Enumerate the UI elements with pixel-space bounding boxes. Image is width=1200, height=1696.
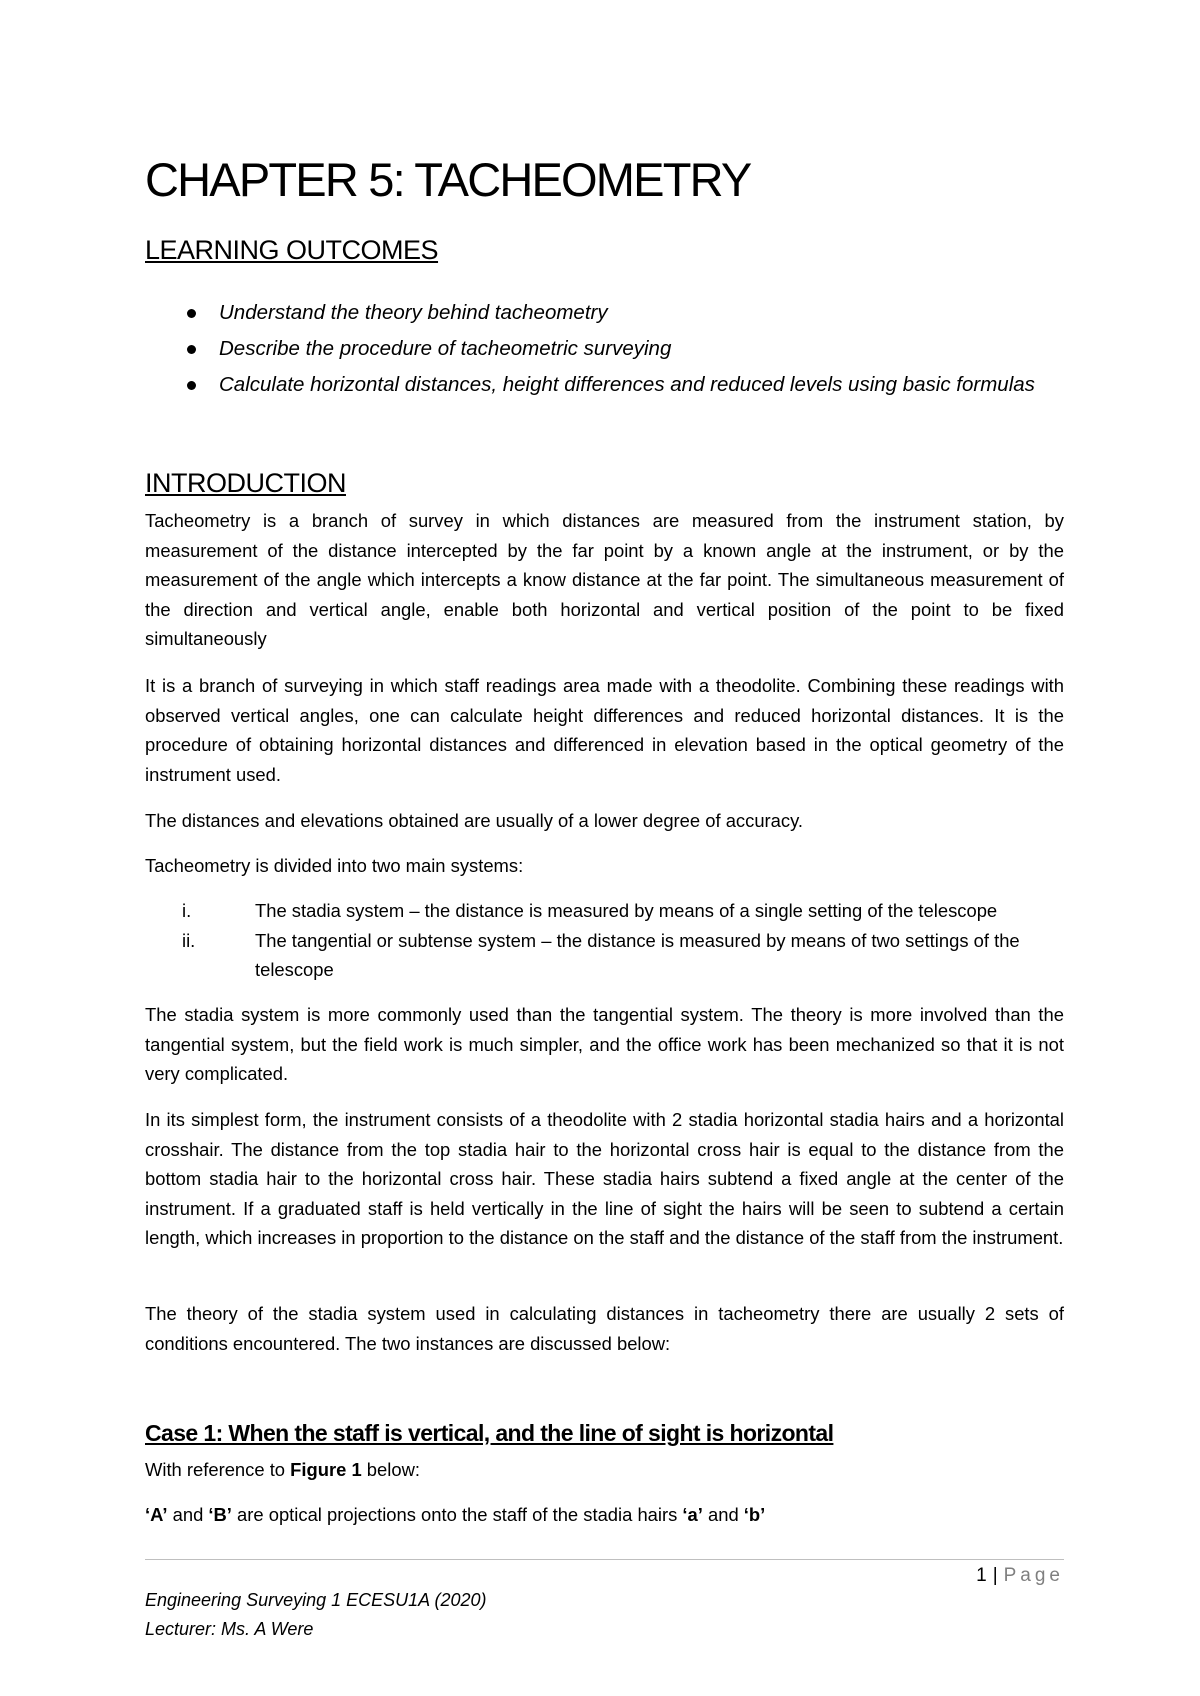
list-item: [145, 926, 1064, 985]
page-separator: |: [992, 1565, 998, 1586]
learning-outcomes-list: [145, 296, 1064, 404]
system-text: The stadia system – the distance is measured by means of a single setting of the telescope: [255, 900, 998, 921]
list-item: [145, 296, 1064, 329]
text-and: and: [702, 1504, 744, 1525]
bullet-icon: [187, 309, 196, 318]
page-number-value: 1: [976, 1565, 987, 1586]
list-number: i.: [182, 900, 192, 921]
intro-paragraph-1: Tacheometry is a branch of survey in which distances are measured from the instrument station, by measurement of the distance intercepted by the far point by a known angle at the instrument, or by the measurement of the angle which intercepts a know distance at the far point. The simultaneous measurement of the direction and vertical angle, enable both horizontal and vertical position of the point to be fixed simultaneously: [145, 510, 1064, 650]
figure-reference: [145, 1455, 1064, 1485]
bullet-icon: [187, 345, 196, 354]
learning-outcome-text: Describe the procedure of tacheometric surveying: [219, 337, 672, 360]
list-number: ii.: [182, 929, 196, 951]
intro-paragraph-2: It is a branch of surveying in which staff readings area made with a theodolite. Combining these readings with observed vertical angles, one can calculate height differences and reduced horizontal distances. It is the procedure of obtaining horizontal distances and differenced in elevation based in the optical geometry of the instrument used.: [145, 675, 1064, 785]
footer-course: Engineering Surveying 1 ECESU1A (2020): [145, 1590, 487, 1610]
learning-outcomes-heading: LEARNING OUTCOMES: [145, 235, 439, 265]
intro-paragraph-3: The distances and elevations obtained are usually of a lower degree of accuracy.: [145, 810, 804, 831]
systems-list: [145, 896, 1064, 985]
footer-divider: [145, 1559, 1064, 1560]
chapter-title: CHAPTER 5: TACHEOMETRY: [145, 153, 751, 206]
figure-reference-prefix: With reference to: [145, 1459, 291, 1480]
label-B: ‘B’: [208, 1504, 232, 1525]
text-and: and: [167, 1504, 209, 1525]
case-1-heading: Case 1: When the staff is vertical, and the line of sight is horizontal: [145, 1420, 834, 1446]
projection-text: are optical projections onto the staff of the stadia hairs: [231, 1504, 683, 1525]
introduction-heading: INTRODUCTION: [145, 468, 346, 498]
bullet-icon: [187, 381, 196, 390]
learning-outcome-text: Understand the theory behind tacheometry: [219, 301, 608, 324]
list-item: [145, 368, 1064, 401]
list-item: [145, 896, 1064, 926]
label-b: ‘b’: [743, 1504, 766, 1525]
page-label: Page: [1003, 1565, 1064, 1586]
figure-link-text: Figure 1: [290, 1459, 362, 1480]
label-a: ‘a’: [682, 1504, 703, 1525]
intro-paragraph-4: Tacheometry is divided into two main systems:: [145, 855, 524, 876]
system-text: The tangential or subtense system – the distance is measured by means of two settings of the telescope: [255, 929, 1020, 981]
page-number: [976, 1563, 1064, 1589]
instrument-paragraph: In its simplest form, the instrument consists of a theodolite with 2 stadia horizontal stadia hairs and a horizontal crosshair. The distance from the top stadia hair to the horizontal cross hair is equal to the distance from the bottom stadia hair to the horizontal cross hair. These stadia hairs subtend a fixed angle at the center of the instrument. If a graduated staff is held vertically in the line of sight the hairs will be seen to subtend a certain length, which increases in proportion to the distance on the staff and the distance of the staff from the instrument.: [145, 1109, 1064, 1249]
list-item: [145, 332, 1064, 365]
stadia-projection-line: [145, 1500, 1064, 1530]
stadia-paragraph: The stadia system is more commonly used than the tangential system. The theory is more involved than the tangential system, but the field work is much simpler, and the office work has been mechanized so that it is not very complicated.: [145, 1004, 1064, 1085]
learning-outcome-text: Calculate horizontal distances, height differences and reduced levels using basic formulas: [219, 373, 1035, 396]
label-A: ‘A’: [145, 1504, 168, 1525]
theory-paragraph: The theory of the stadia system used in calculating distances in tacheometry there are usually 2 sets of conditions encountered. The two instances are discussed below:: [145, 1303, 1064, 1354]
footer-lecturer: Lecturer: Ms. A Were: [145, 1619, 314, 1639]
figure-reference-suffix: below:: [361, 1459, 420, 1480]
